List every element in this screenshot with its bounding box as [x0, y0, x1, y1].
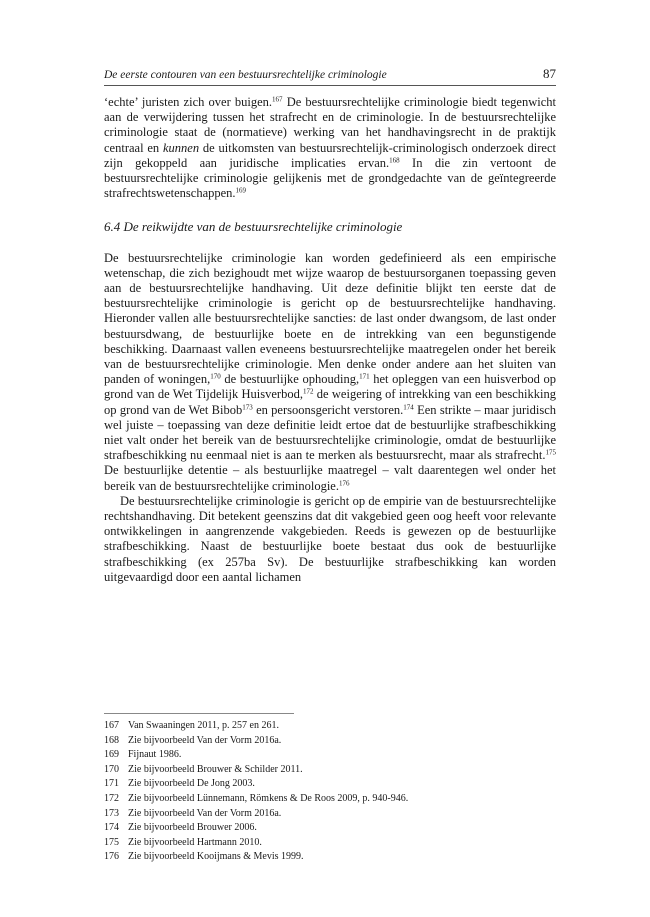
footnote-text: Zie bijvoorbeeld Van der Vorm 2016a.	[128, 807, 282, 819]
footnote-text: Zie bijvoorbeeld Hartmann 2010.	[128, 836, 262, 848]
running-header	[104, 66, 556, 86]
footnote-ref-173[interactable]: 173	[242, 403, 253, 412]
footnote-number: 169	[104, 749, 119, 761]
footnote	[104, 763, 556, 778]
footnote	[104, 777, 556, 792]
footnote-ref-167[interactable]: 167	[272, 95, 283, 104]
footnote-text: Zie bijvoorbeeld De Jong 2003.	[128, 778, 255, 790]
footnote-text: Zie bijvoorbeeld Brouwer 2006.	[128, 822, 257, 834]
footnote	[104, 719, 556, 734]
page-number: 87	[543, 66, 556, 81]
text-run: ‘echte’ juristen zich over buigen.	[104, 95, 273, 109]
footnote-number: 167	[104, 720, 119, 731]
footnotes	[104, 719, 556, 865]
book-page	[104, 66, 557, 863]
footnote-text: Fijnaut 1986.	[128, 749, 182, 761]
footnote-number: 175	[104, 836, 119, 848]
footnote-number: 172	[104, 792, 119, 804]
text-run: De bestuurlijke detentie – als bestuurlijke maatregel – valt daarentegen wel onder het bereik van de bestuursrechtelijke criminologie.	[104, 463, 556, 493]
text-run: de bestuurlijke ophouding,	[220, 372, 360, 387]
footnote-ref-176[interactable]: 176	[339, 479, 350, 488]
footnote-ref-170[interactable]: 170	[210, 372, 221, 381]
footnote-number: 170	[104, 763, 119, 775]
footnote	[104, 792, 556, 807]
footnote-text: Van Swaaningen 2011, p. 257 en 261.	[128, 720, 279, 731]
text-run: de uitkomsten van bestuursrechtelijk-criminologisch onderzoek direct zijn gekoppeld aan juridische implicaties ervan.	[104, 140, 556, 170]
paragraph-3: De bestuursrechtelijke criminologie is gericht op de empirie van de bestuursrechtelijke rechtshandhaving. Dit betekent geenszins dat dit vakgebied geen oog heeft voor relevante ontwikkelingen in aangrenzende vakgebieden. Reeds is gewezen op de bestuurlijke strafbeschikking. Naast de bestuurlijke boete bestaat dus ook de bestuurlijke strafbeschikking (ex 257ba Sv). De bestuurlijke strafbeschikking kan worden uitgevaardigd door een aantal lichamen	[104, 493, 556, 584]
footnote-ref-172[interactable]: 172	[302, 387, 314, 396]
footnote-text: Zie bijvoorbeeld Van der Vorm 2016a.	[128, 734, 282, 746]
text-run: De bestuursrechtelijke criminologie biedt tegenwicht aan de verwijdering tussen het strafrecht en de criminologie. In de bestuursrechtelijke criminologie staat de (normatieve) werking van het handhavingsrecht in de praktijk centraal en	[104, 95, 556, 155]
footnote	[104, 850, 556, 865]
footnote-ref-168[interactable]: 168	[389, 156, 400, 165]
footnote	[104, 807, 556, 822]
text-run: Een strikte – maar juridisch wel juiste – toepassing van deze definitie leidt ertoe dat de bestuurlijke strafbeschikking niet valt onder het bereik van de bestuursrechtelijke criminologie, omdat de bestuurlijke strafbeschikking nu eenmaal niet is aan te merken als bestuursrecht, maar als strafrecht.	[104, 402, 557, 463]
footnote	[104, 821, 556, 836]
footnote-text: Zie bijvoorbeeld Kooijmans & Mevis 1999.	[128, 851, 304, 863]
text-run: In die zin vertoont de bestuursrechtelijke criminologie gelijkenis met de grondgedachte van de geïntegreerde strafrechtswetenschappen.	[104, 155, 556, 201]
text-run: de weigering of intrekking van een beschikking op grond van de Wet Bibob	[104, 387, 557, 417]
footnote-number: 168	[104, 734, 119, 746]
footnote	[104, 836, 556, 851]
section-heading: 6.4 De reikwijdte van de bestuursrechtelijke criminologie	[104, 219, 403, 235]
footnote	[104, 734, 556, 749]
paragraph-2	[104, 251, 556, 494]
footnote-number: 176	[104, 851, 119, 863]
text-run: en persoonsgericht verstoren.	[252, 402, 404, 417]
footnote-ref-171[interactable]: 171	[359, 372, 370, 381]
paragraph-1	[104, 95, 556, 201]
text-run: De bestuursrechtelijke criminologie kan worden gedefinieerd als een empirische wetenschap, die zich bezighoudt met wijze waarop de bestuursorganen toepassing geven aan de bestuursrechtelijke handhaving. Uit deze definitie blijkt ten eerste dat de bestuursrechtelijke criminologie is gericht op de bestuursrechtelijke handhaving. Hieronder vallen alle bestuursrechtelijke sancties: de last onder dwangsom, de last onder bestuursdwang, de bestuurlijke boete en de intrekking van een begunstigende beschikking. Daarnaast vallen eveneens bestuursrechtelijke maatregelen onder het bereik van de bestuursrechtelijke criminologie. Men denke onder andere aan het sluiten van panden of woningen,	[104, 250, 556, 387]
body-text	[104, 95, 556, 585]
footnote-ref-175[interactable]: 175	[545, 448, 556, 457]
footnote-number: 171	[104, 778, 119, 790]
footnote-divider	[104, 713, 294, 714]
emphasis-kunnen: kunnen	[163, 140, 200, 155]
footnote	[104, 748, 556, 763]
text-run: het opleggen van een huisverbod op grond van de Wet Tijdelijk Huisverbod,	[104, 372, 556, 402]
footnote-ref-169[interactable]: 169	[235, 186, 247, 195]
footnote-ref-174[interactable]: 174	[403, 403, 414, 412]
footnote-number: 174	[104, 822, 119, 834]
footnote-text: Zie bijvoorbeeld Brouwer & Schilder 2011.	[128, 763, 303, 775]
footnote-number: 173	[104, 807, 119, 819]
running-title: De eerste contouren van een bestuursrechtelijke criminologie	[104, 69, 387, 81]
footnote-text: Zie bijvoorbeeld Lünnemann, Römkens & De Roos 2009, p. 940-946.	[128, 792, 409, 804]
